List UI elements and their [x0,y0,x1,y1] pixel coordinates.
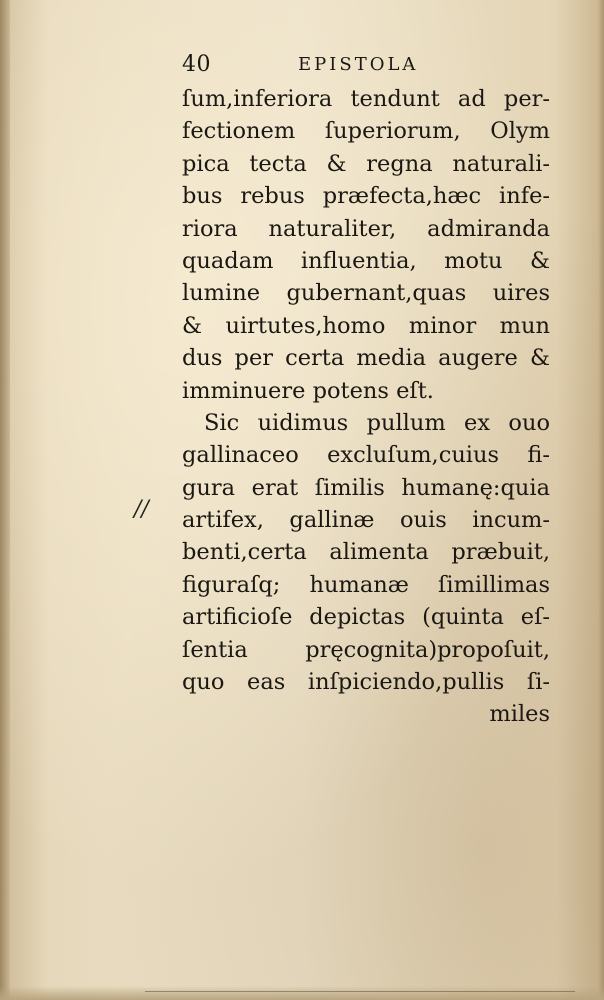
text-line: artifex, gallinæ ouis incum- [182,507,550,534]
text-line: ſentia pręcognita)propoſuit, [182,636,550,663]
text-line: gallinaceo excluſum,cuius fi- [182,442,550,469]
text-line: fectionem ſuperiorum, Olym [182,118,550,145]
page-gutter-shadow [0,0,10,1000]
page-number: 40 [182,52,211,77]
text-line: pica tecta & regna naturali- [182,150,550,177]
text-line: riora naturaliter, admiranda [182,215,550,242]
text-line: quo eas inſpiciendo,pullis ſi- [182,669,550,696]
text-line: dus per certa media augere & [182,345,550,372]
text-line: lumine gubernant,quas uires [182,280,550,307]
text-line: & uirtutes,homo minor mun [182,312,550,339]
text-line: ſum,inferiora tendunt ad per- [182,86,550,112]
paragraph-start-line: Sic uidimus pullum ex ouo [204,409,550,436]
text-line: gura erat ſimilis humanę:quia [182,474,550,501]
text-line: quadam influentia, motu & [182,247,550,274]
page-bottom-shadow [0,986,604,1000]
text-line: figuraſq; humanæ ſimillimas [182,571,550,598]
catchword: miles [489,701,550,728]
text-line: benti,certa alimenta præbuit, [182,539,550,566]
text-line: artificioſe depictas (quinta eſ- [182,604,550,631]
text-line: bus rebus præfecta,hæc infe- [182,183,550,210]
running-title: EPISTOLA [298,54,419,75]
body-text [182,83,550,731]
bottom-rule [145,991,575,992]
page-edge-shadow [598,0,604,1000]
paragraph-end-line: imminuere potens eſt. [182,377,434,404]
page-header [182,52,552,82]
marginal-mark: // [134,497,149,522]
